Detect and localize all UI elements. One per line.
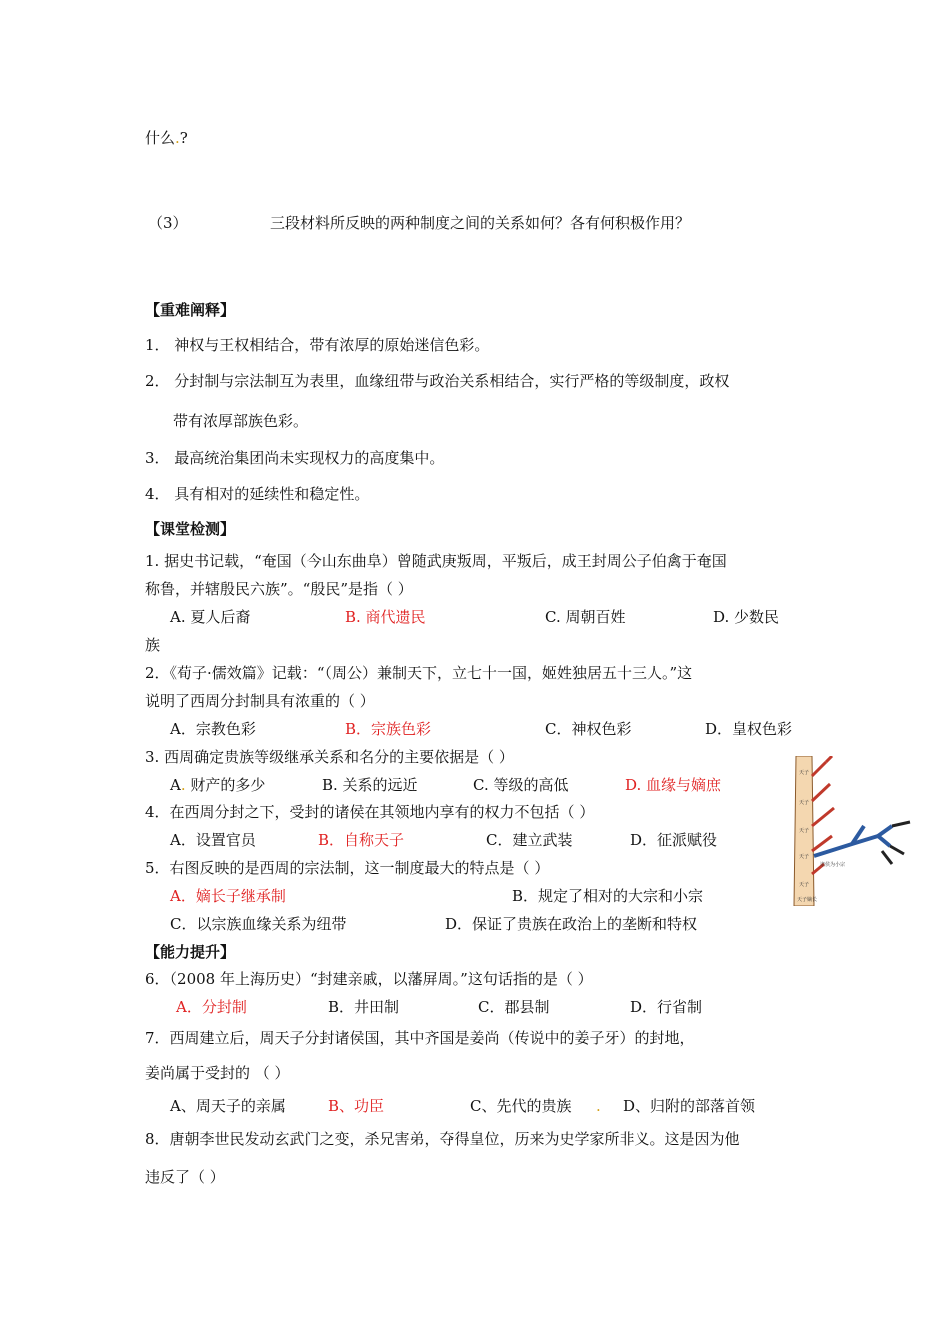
trunk-label-3: 天子 [799, 828, 810, 834]
q1-stem-cont: 称鲁，并辖殷民六族”。“殷民”是指（ ） [145, 580, 413, 598]
trunk-label-5: 天子 [799, 882, 810, 888]
point-2-cont: 带有浓厚部族色彩。 [173, 412, 309, 430]
point-2: 2． 分封制与宗法制互为表里，血缘纽带与政治关系相结合，实行严格的等级制度，政权 [145, 372, 730, 390]
q5-option-d: D．保证了贵族在政治上的垄断和特权 [445, 915, 698, 933]
q3-option-b: B. 关系的远近 [322, 776, 418, 794]
q1-option-d-cont: 族 [145, 636, 161, 654]
q1-option-d: D. 少数民 [713, 608, 780, 626]
point-1: 1． 神权与王权相结合，带有浓厚的原始迷信色彩。 [145, 336, 490, 354]
base-label: 天子嫡长 [797, 897, 818, 903]
q4-option-a: A．设置官员 [170, 831, 256, 849]
q3-option-d-answer: D. 血缘与嫡庶 [625, 776, 722, 794]
question-number: （3） [148, 214, 188, 232]
trunk-label-1: 天子 [799, 770, 810, 776]
q5-stem: 5．右图反映的是西周的宗法制，这一制度最大的特点是（ ） [145, 859, 550, 877]
question-text: 三段材料所反映的两种制度之间的关系如何？各有何积极作用？ [270, 214, 691, 232]
q8-stem-cont: 违反了（ ） [145, 1168, 225, 1186]
q6-option-d: D．行省制 [630, 998, 703, 1016]
q3-option-c: C. 等级的高低 [473, 776, 569, 794]
q2-option-c: C．神权色彩 [545, 720, 632, 738]
q5-option-b: B．规定了相对的大宗和小宗 [512, 887, 704, 905]
trunk-label-4: 天子 [799, 854, 810, 860]
q7-stem: 7．西周建立后，周天子分封诸侯国，其中齐国是姜尚（传说中的姜子牙）的封地， [145, 1029, 695, 1047]
q1-stem: 1. 据史书记载，“奄国（今山东曲阜）曾随武庚叛周，平叛后，成王封周公子伯禽于奄国 [145, 552, 727, 570]
q2-stem-cont: 说明了西周分封制具有浓重的（ ） [145, 692, 375, 710]
q6-option-a-answer: A．分封制 [176, 998, 247, 1016]
branch-label: 诸侯为小宗 [820, 862, 846, 868]
q1-option-b-answer: B. 商代遗民 [345, 608, 426, 626]
q7-stem-cont: 姜尚属于受封的 （ ） [145, 1064, 290, 1082]
q4-option-b-answer: B．自称天子 [318, 831, 405, 849]
clan-tree-figure [782, 756, 917, 906]
q1-option-a: A. 夏人后裔 [170, 608, 251, 626]
q3-option-a: A. 财产的多少 [170, 776, 266, 794]
section-heading-difficult: 【重难阐释】 [145, 301, 236, 319]
q2-stem: 2．《荀子·儒效篇》记载：“（周公）兼制天下，立七十一国，姬姓独居五十三人。”这 [145, 664, 693, 682]
q2-option-a: A．宗教色彩 [170, 720, 256, 738]
trunk-label-2: 天子 [799, 800, 810, 806]
section-heading-ability: 【能力提升】 [145, 943, 236, 961]
point-4: 4． 具有相对的延续性和稳定性。 [145, 485, 370, 503]
text-line: 什么.? [145, 129, 188, 147]
q6-option-c: C．郡县制 [478, 998, 550, 1016]
q4-option-c: C．建立武装 [486, 831, 573, 849]
point-3: 3． 最高统治集团尚未实现权力的高度集中。 [145, 449, 445, 467]
q2-option-d: D．皇权色彩 [705, 720, 793, 738]
q5-option-a-answer: A．嫡长子继承制 [170, 887, 286, 905]
q7-option-c: C、先代的贵族 [470, 1097, 572, 1115]
q6-stem: 6．（2008 年上海历史）“封建亲戚，以藩屏周。”这句话指的是（ ） [145, 970, 593, 988]
q3-stem: 3. 西周确定贵族等级继承关系和名分的主要依据是（ ） [145, 748, 514, 766]
q4-stem: 4．在西周分封之下，受封的诸侯在其领地内享有的权力不包括（ ） [145, 803, 595, 821]
q7-option-d: D、归附的部落首领 [623, 1097, 756, 1115]
q7-dot-mark: . [596, 1097, 601, 1115]
q1-option-c: C. 周朝百姓 [545, 608, 626, 626]
q5-option-c: C．以宗族血缘关系为纽带 [170, 915, 347, 933]
q6-option-b: B．井田制 [328, 998, 400, 1016]
q7-option-a: A、周天子的亲属 [170, 1097, 286, 1115]
section-heading-check: 【课堂检测】 [145, 520, 236, 538]
q8-stem: 8．唐朝李世民发动玄武门之变，杀兄害弟，夺得皇位，历来为史学家所非义。这是因为他 [145, 1130, 740, 1148]
q2-option-b-answer: B．宗族色彩 [345, 720, 432, 738]
q7-option-b-answer: B、功臣 [328, 1097, 385, 1115]
q4-option-d: D．征派赋役 [630, 831, 718, 849]
